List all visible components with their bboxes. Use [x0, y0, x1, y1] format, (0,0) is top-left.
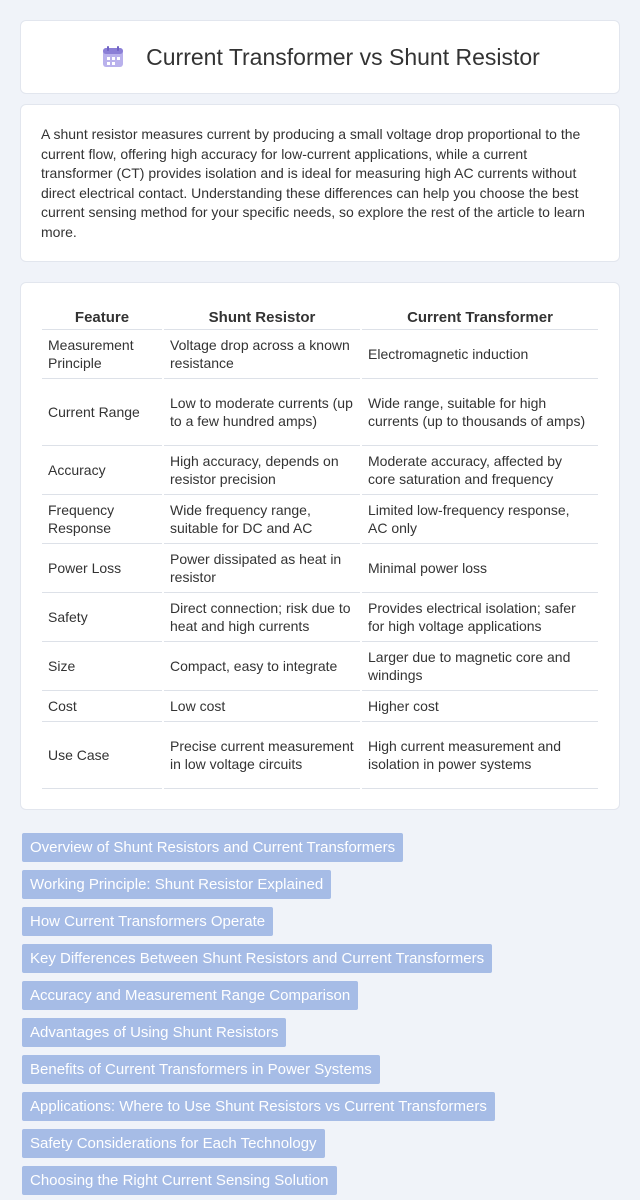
topic-link-overview[interactable]: Overview of Shunt Resistors and Current Transformers	[22, 833, 403, 862]
table-cell-ct: Larger due to magnetic core and windings	[362, 642, 598, 691]
table-cell-feature: Safety	[42, 593, 162, 642]
topic-link-ct-operation[interactable]: How Current Transformers Operate	[22, 907, 273, 936]
table-cell-shunt: Low cost	[164, 691, 360, 722]
comparison-table-card	[20, 282, 620, 810]
table-row	[42, 544, 598, 593]
table-cell-feature: Frequency Response	[42, 495, 162, 544]
table-cell-ct: Higher cost	[362, 691, 598, 722]
topic-link-applications[interactable]: Applications: Where to Use Shunt Resistors vs Current Transformers	[22, 1092, 495, 1121]
intro-paragraph: A shunt resistor measures current by producing a small voltage drop proportional to the current flow, offering high accuracy for low-current applications, while a current transformer (CT) provides isolation and is ideal for measuring high AC currents without direct electrical contact. Understanding these differences can help you choose the best current sensing method for your specific needs, so explore the rest of the article to learn more.	[41, 126, 585, 240]
topic-link-safety[interactable]: Safety Considerations for Each Technology	[22, 1129, 325, 1158]
table-row	[42, 642, 598, 691]
topic-link-ct-benefits[interactable]: Benefits of Current Transformers in Power Systems	[22, 1055, 380, 1084]
intro-card	[20, 104, 620, 262]
comparison-table	[40, 303, 600, 789]
table-cell-ct: Minimal power loss	[362, 544, 598, 593]
topic-link-accuracy-comparison[interactable]: Accuracy and Measurement Range Comparison	[22, 981, 358, 1010]
header-feature: Feature	[42, 303, 162, 330]
table-cell-shunt: High accuracy, depends on resistor precision	[164, 446, 360, 495]
table-row	[42, 330, 598, 379]
topic-link-shunt-advantages[interactable]: Advantages of Using Shunt Resistors	[22, 1018, 286, 1047]
table-cell-feature: Use Case	[42, 722, 162, 789]
table-cell-shunt: Compact, easy to integrate	[164, 642, 360, 691]
table-cell-ct: Moderate accuracy, affected by core saturation and frequency	[362, 446, 598, 495]
topic-links	[22, 833, 495, 1200]
topic-link-key-differences[interactable]: Key Differences Between Shunt Resistors and Current Transformers	[22, 944, 492, 973]
table-cell-ct: Provides electrical isolation; safer for high voltage applications	[362, 593, 598, 642]
table-row	[42, 593, 598, 642]
topic-link-working-principle[interactable]: Working Principle: Shunt Resistor Explained	[22, 870, 331, 899]
table-cell-shunt: Wide frequency range, suitable for DC and AC	[164, 495, 360, 544]
table-row	[42, 691, 598, 722]
calendar-document-icon	[100, 44, 126, 70]
title-card	[20, 20, 620, 94]
table-cell-feature: Cost	[42, 691, 162, 722]
table-cell-shunt: Precise current measurement in low voltage circuits	[164, 722, 360, 789]
table-cell-shunt: Voltage drop across a known resistance	[164, 330, 360, 379]
table-row	[42, 379, 598, 446]
table-cell-feature: Measurement Principle	[42, 330, 162, 379]
table-cell-feature: Current Range	[42, 379, 162, 446]
header-shunt-resistor: Shunt Resistor	[164, 303, 360, 330]
table-header-row	[42, 303, 598, 330]
table-cell-feature: Size	[42, 642, 162, 691]
table-cell-ct: High current measurement and isolation in power systems	[362, 722, 598, 789]
table-cell-ct: Limited low-frequency response, AC only	[362, 495, 598, 544]
table-cell-shunt: Power dissipated as heat in resistor	[164, 544, 360, 593]
topic-link-choosing-solution[interactable]: Choosing the Right Current Sensing Solution	[22, 1166, 337, 1195]
table-cell-ct: Electromagnetic induction	[362, 330, 598, 379]
table-cell-shunt: Direct connection; risk due to heat and high currents	[164, 593, 360, 642]
table-cell-feature: Power Loss	[42, 544, 162, 593]
table-cell-feature: Accuracy	[42, 446, 162, 495]
table-cell-ct: Wide range, suitable for high currents (up to thousands of amps)	[362, 379, 598, 446]
table-row	[42, 446, 598, 495]
table-row	[42, 495, 598, 544]
table-row	[42, 722, 598, 789]
header-current-transformer: Current Transformer	[362, 303, 598, 330]
page-title: Current Transformer vs Shunt Resistor	[146, 43, 540, 70]
table-cell-shunt: Low to moderate currents (up to a few hundred amps)	[164, 379, 360, 446]
